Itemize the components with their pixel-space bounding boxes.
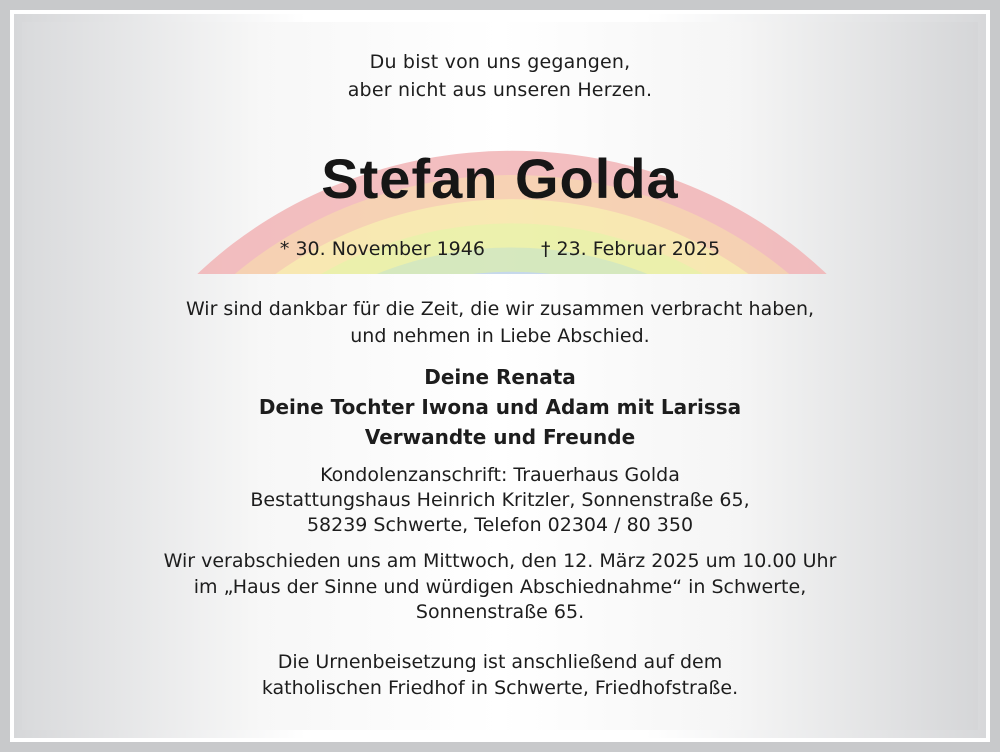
family-line-1: Deine Renata bbox=[424, 365, 576, 389]
condolence-line-3: 58239 Schwerte, Telefon 02304 / 80 350 bbox=[306, 514, 694, 536]
death-date: † 23. Februar 2025 bbox=[540, 238, 721, 260]
life-dates bbox=[0, 238, 1000, 260]
burial-line-2: katholischen Friedhof in Schwerte, Friedhofstraße. bbox=[261, 677, 739, 699]
farewell-line-2: im „Haus der Sinne und würdigen Abschiednahme“ in Schwerte, bbox=[193, 576, 807, 598]
condolence-line-1: Kondolenzanschrift: Trauerhaus Golda bbox=[320, 464, 680, 486]
condolence-line-2: Bestattungshaus Heinrich Kritzler, Sonnenstraße 65, bbox=[250, 489, 750, 511]
verse-line-2: aber nicht aus unseren Herzen. bbox=[347, 79, 653, 101]
deceased-name: Stefan Golda bbox=[321, 147, 679, 210]
farewell-line-1: Wir verabschieden uns am Mittwoch, den 12. März 2025 um 10.00 Uhr bbox=[163, 550, 837, 572]
farewell-line-3: Sonnenstraße 65. bbox=[415, 601, 585, 623]
burial-line-1: Die Urnenbeisetzung ist anschließend auf dem bbox=[277, 651, 723, 673]
gratitude-line-1: Wir sind dankbar für die Zeit, die wir zusammen verbracht haben, bbox=[185, 298, 815, 320]
birth-date: * 30. November 1946 bbox=[279, 238, 485, 260]
gratitude-line-2: und nehmen in Liebe Abschied. bbox=[350, 325, 650, 347]
family-line-3: Verwandte und Freunde bbox=[364, 425, 636, 449]
verse-line-1: Du bist von uns gegangen, bbox=[369, 51, 631, 73]
family-line-2: Deine Tochter Iwona und Adam mit Larissa bbox=[258, 395, 742, 419]
